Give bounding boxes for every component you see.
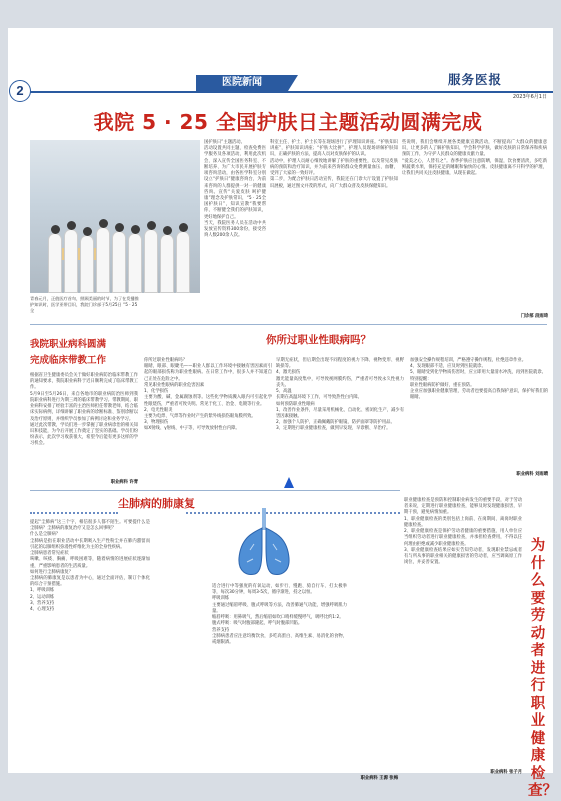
pneumo-title: 尘肺病的肺康复 xyxy=(118,497,195,510)
story-column-1: 国护肤日”主题活动。 活动设置共同主题、检查免费医学服务及各项活动，利用此次机会，深入宣传全国医务科室、不断培养、为广大市民开展护肤专项咨询活动，由各医学科室分别设立“护肤日”健康咨询台，为前来咨询的人群提供一对一的健康咨询。宣传“关爱皮肤 呵护健康”理念及护肤常识，“5 · 25全国护肤日”，知识宣教“我要帮你，不断健全我们的护肤知识，更好地保护自己。 当天，我院医务人员在活动中共发放宣传资料300余份，接受咨询人数200余人次。 xyxy=(204,140,266,239)
page-number: 2 xyxy=(9,80,31,102)
title-dots-right xyxy=(186,512,400,514)
story-author: 门诊部 段雨琦 xyxy=(520,314,548,319)
lungs-illustration xyxy=(235,506,293,579)
occ-title-line-2: 完成临床带教工作 xyxy=(30,355,107,366)
eye-title: 你所过职业性眼病吗？ xyxy=(266,334,371,346)
newspaper-page xyxy=(8,28,557,799)
pneumo-column-2: 适合进行中等强度的有氧运动，如步行、慢跑、骑自行车、打太极拳等，每次30分钟，每周3-5次，循序渐进，持之以恒。 呼吸训练 主要通过缩唇呼吸、腹式呼吸等方法，改善肺通气功能，增强呼吸肌力量。 缩唇呼吸：用鼻吸气，然后缩唇如吹口哨样缓慢呼气，吸呼比约1:2。 腹式呼吸：吸气时腹部隆起，呼气时腹部凹陷。 营养支持 尘肺病患者应注意均衡饮食，多吃高蛋白、高维生素、易消化的食物，戒烟限酒。 xyxy=(212,584,347,645)
eye-column-2: 早期无症状，但后期会出现不同程度的视力下降、视物变形、视野缺损等。 4、激光损伤 激光能量高度集中，可导致视网膜灼伤，严重者可导致永久性视力丧失。 5、高温 长期在高温环境下工作，可导致热性白内障。 如何预防职业性眼病 1、改善作业条件，尽量采用机械化、自动化、密闭化生产，减少有害因素接触。 2、加强个人防护，正确佩戴防护眼镜、防护面罩等防护用品。 3、定期进行职业健康检查，做到早发现、早诊断、早治疗。 xyxy=(276,358,404,432)
pneumo-column-1: 提起“尘肺病”这三个字，相信很多人都不陌生。可要提什么是尘肺病？尘肺病的康复治疗又是怎么回事呢？ 什么是尘肺病？ 尘肺病是指在职业活动中长期吸入生产性粉尘并在肺内潴留而引起的以肺组织弥漫性纤维化为主的全身性疾病。 尘肺病患者常见症状 咳嗽、咳痰、胸痛、呼吸困难等，随着病情的进展症状逐渐加重，严重影响患者的生活质量。 如何进行尘肺病康复？ 尘肺病的肺康复是以患者为中心，通过全面评估，制订个体化的综合干预措施。 1、呼吸训练 2、运动训练 3、营养支持 4、心理支持 xyxy=(30,520,150,613)
pneumo-author: 职业病科 王源 张梅 xyxy=(360,776,398,781)
eye-author: 职业病科 刘雨晴 xyxy=(516,472,548,477)
title-dots-left xyxy=(30,512,118,514)
story-column-3: 些说明，我们会继续开展各类健康宣教活动，不断提高广大群众的健康意识，让更多的人了解护肤知识，学会科学护肤，做好皮肤的日常保养和疾病预防工作，为守护人民群众的健康贡献力量。 “爱美之心，人皆有之”。春季护肤应注意防晒，保湿，饮食要清淡，多吃新鲜蔬菜水果，保持充足的睡眠和愉快的心情。皮肤健康离不开科学的护理，让我们共同关注皮肤健康，从现在做起。 xyxy=(402,140,547,177)
checkup-article-text: 职业健康检查是预防和控制职业病发生的重要手段，对于劳动者来说，定期进行职业健康检查，能够及时发现健康损害，早期干预，避免病情加重。 1、职业健康检查的类别包括上岗前、在岗期间、离岗时职业健康检查。 2、职业健康检查是保护劳动者健康的重要措施，用人单位应当组织劳动者进行职业健康检查，并承担检查费用，不得以任何理由拒绝或减少职业健康检查。 3、职业健康检查结果应如实告知劳动者，发现职业禁忌或者有与所从事的职业相关的健康损害的劳动者，应当调离原工作岗位，并妥善安置。 xyxy=(404,498,522,566)
headline: 我院 5 · 25 全国护肤日主题活动圆满完成 xyxy=(93,110,483,134)
story-column-2: 科室主任、护士、护士长等在现场进行了护理知识讲座。“护肤知识讲座”，护肤知识讲座；“护肤大比拼”，护理人员现场讲解护肤知识，正确护肤的方法，提高人员对皮肤保护的认识。 活动中，护理人员耐心细致地讲解了护肤的重要性，以及常见皮肤病的预防和治疗知识，并为前来咨询的群众免费测量血压、血糖，受到了大家的一致好评。 第二步，为配合护肤日活动宣传，我院还在门诊大厅设置了护肤知识展板，通过图文并茂的形式，向广大群众普及皮肤保健知识。 xyxy=(270,140,398,189)
checkup-vertical-title: 为什么要劳动者进行职业健康检查？ xyxy=(528,538,557,799)
group-photo xyxy=(30,140,200,293)
issue-date: 2023年6月1日 xyxy=(512,94,547,100)
section-divider-2 xyxy=(30,490,400,491)
header-rule xyxy=(30,91,553,93)
checkup-author: 职业病科 张子月 xyxy=(490,770,522,775)
newspaper-logo: 服务医报 xyxy=(448,72,503,87)
occ-title-line-1: 我院职业病科圆满 xyxy=(30,339,107,350)
eye-column-1: 你所过职业性眼病吗？ 眼睛，眼部、眼睫毛——职业人群以工作环境中接触有害因素而引起的眼部损伤称为职业性眼病。在日常工作中，很多人并不知道自己正处在危险之中。 常见职业性眼病的职业危害因素 1、化学损伤 主要为酸、碱、金属腐蚀剂等。这些化学物质溅入眼内可引起化学性眼烧伤，严重者可致失明。常见于化工、冶金、电镀等行业。 2、电光性眼炎 主要为电焊、气焊等作业时产生的紫外线损伤眼角膜所致。 3、物理损伤 如X射线、γ射线、中子等，可导致放射性白内障。 xyxy=(144,358,272,432)
eye-column-3: 加强安全操作规程培训，严格遵守操作规程，杜绝违章作业。 4、发现眼部不适，应及时到医院就诊。 5、眼睛受到化学物质伤害时，应立即用大量清水冲洗，再到医院就诊。 特别提醒： 职业性眼病防护做好，重在预防。 企业应加强职业健康管理，劳动者也要提高自我保护意识，保护好我们的眼睛。 xyxy=(410,358,548,401)
section-divider xyxy=(30,324,547,325)
cone-icon xyxy=(282,476,296,490)
photo-caption: 青春元月，正值医疗首旬，照顾美丽的时节，为了在发播推护知识时，医学亚带目识，我院门诊部于5月25日 “5 · 25 全 xyxy=(30,296,139,314)
section-tab: 医院新闻 xyxy=(196,75,288,91)
occ-article-text: 根据省卫生健康委员会关于做好职业病防治临床带教工作的通知要求，我院职业病科于近日顺利完成了临床带教工作。 5月9日至5月26日，来自各地市的职业病防治医师到我院职业病科进行为期三周的临床带教学习。带教期间，职业病科安排了经验丰富的主治医师担任带教老师，结合临床实际病例，详细讲解了职业病的诊断标准、鉴别诊断以及治疗原则，并组织学员参加了病例讨论和业务学习。 通过此次带教，学员们进一步掌握了职业病诊治的相关知识和技能，为今后开展工作奠定了坚实的基础。学员们纷纷表示，此次学习收获很大，希望今后能有更多这样的学习机会。 xyxy=(30,373,138,447)
occ-author: 职业病科 许青 xyxy=(110,480,138,485)
